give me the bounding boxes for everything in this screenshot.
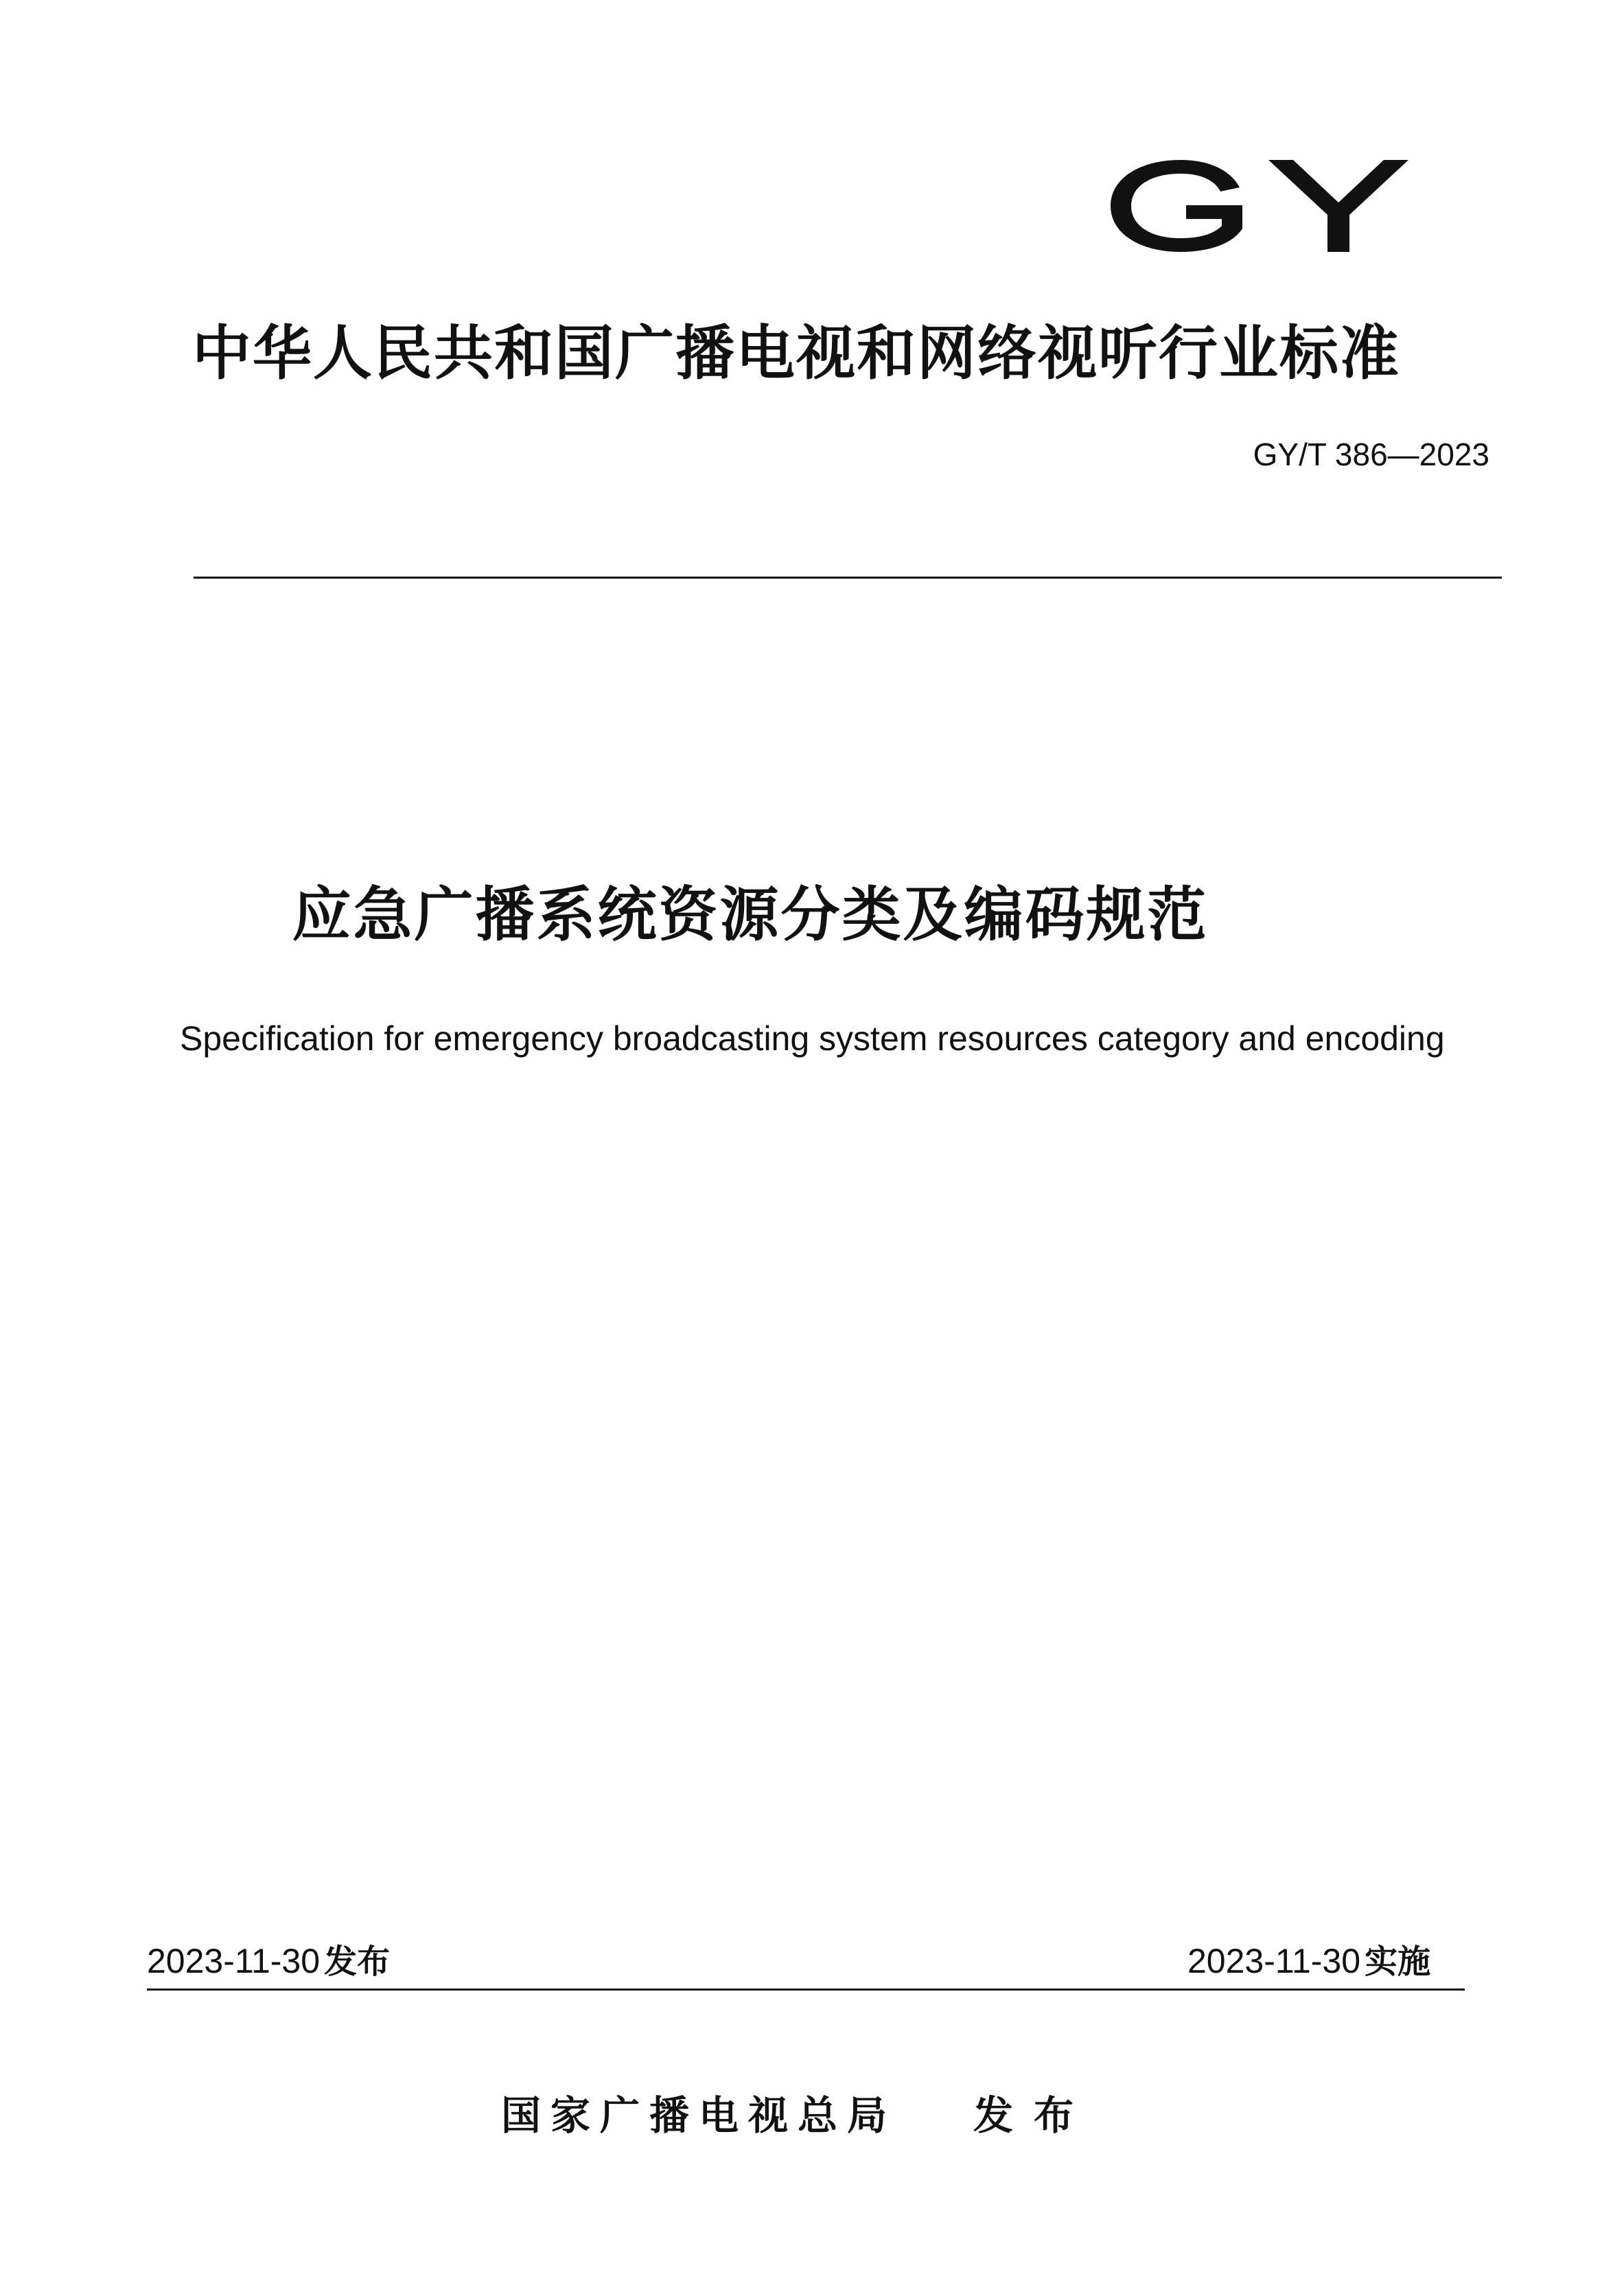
publisher-line — [501, 2088, 1187, 2143]
standard-number: GY/T 386—2023 — [1253, 437, 1489, 472]
publish-label: 发布 — [973, 2092, 1095, 2139]
issue-label: 发布 — [324, 1943, 391, 1981]
top-divider — [194, 577, 1502, 579]
issue-date: 2023-11-30 — [147, 1942, 321, 1980]
implementation-date-block — [1187, 1937, 1430, 1986]
bottom-divider — [147, 1988, 1465, 1991]
implementation-date: 2023-11-30 — [1187, 1942, 1361, 1980]
implementation-label: 实施 — [1365, 1943, 1431, 1981]
standard-category: 中华人民共和国广播电视和网络视听行业标准 — [192, 319, 1400, 388]
gy-logo — [1105, 154, 1428, 257]
title-chinese: 应急广播系统资源分类及编码规范 — [292, 881, 1209, 949]
publisher-name: 国家广播电视总局 — [501, 2092, 897, 2139]
issue-date-block — [147, 1937, 390, 1986]
title-english: Specification for emergency broadcasting system resources category and encoding — [180, 1019, 1445, 1058]
